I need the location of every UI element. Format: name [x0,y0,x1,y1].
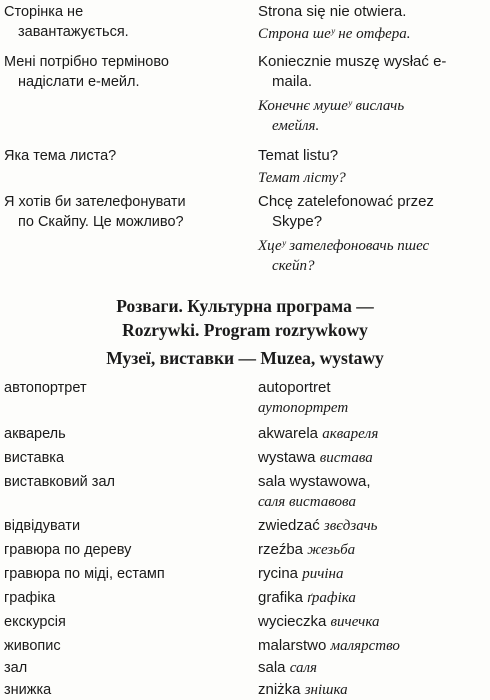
section-heading [0,294,490,342]
transcription-line: емейля. [272,118,320,134]
transcription: акварeля [322,426,379,442]
transcription: саля виставова [258,494,356,510]
transcription-line: Хцеʸ зателефоновачь пшес [258,238,430,254]
polish-word: wystawa [258,449,316,466]
polish-word: grafika [258,589,304,606]
polish-line: Chcę zatelefonować przez [258,193,434,210]
ukrainian-phrase [4,192,244,232]
transcription-line: Конечнє мушеʸ вислачь [258,98,405,114]
polish-word: sala wystawowa, [258,473,371,490]
polish-line: Temat listu? [258,147,339,164]
transcription [258,236,490,276]
polish-word: malarstwo [258,637,327,654]
polish-word: zwiedzać [258,517,320,534]
ukrainian-phrase [4,2,244,42]
polish-word: akwarela [258,425,319,442]
polish-line: Strona się nie otwiera. [258,3,407,20]
ukrainian-line: надіслати е-мейл. [18,74,140,90]
transcription: звєдзачь [323,518,378,534]
polish-phrase [258,192,490,232]
transcription [258,24,490,44]
transcription: знішка [304,682,348,698]
transcription: аутопортрет [258,400,349,416]
polish-term [258,516,490,536]
ukrainian-term: екскурсія [4,614,66,630]
ukrainian-term: зал [4,660,28,676]
polish-word: zniżka [258,681,301,698]
polish-word: wycieczka [258,613,327,630]
polish-term [258,588,490,608]
ukrainian-line: по Скайпу. Це можливо? [18,214,184,230]
polish-term [258,636,490,656]
polish-word: sala [258,659,286,676]
ukrainian-term: графіка [4,590,56,606]
polish-term [258,658,490,678]
polish-word: autoportret [258,379,331,396]
section-heading-line: Rozrywki. Program rozrywkowy [122,320,368,340]
section-heading-line: Розваги. Культурна програма — [116,296,374,316]
ukrainian-term: виставковий зал [4,474,115,490]
polish-term [258,378,490,398]
polish-term [258,448,490,468]
polish-phrase [258,2,490,22]
ukrainian-line: Мені потрібно терміново [4,54,169,70]
polish-term [258,564,490,584]
transcription-line: скейп? [272,258,315,274]
ukrainian-line: Яка тема листа? [4,148,117,164]
ukrainian-term: акварель [4,426,66,442]
transcription: вистава [319,450,373,466]
ukrainian-phrase [4,52,244,92]
transcription [258,168,490,188]
subsection-heading-line: Музеї, виставки — Muzea, wystawy [106,348,384,368]
transcription: ричіна [302,566,344,582]
ukrainian-term: гравюра по міді, естамп [4,566,165,582]
transcription: жезьба [307,542,356,558]
polish-term [258,540,490,560]
ukrainian-term: знижка [4,682,52,698]
polish-term [258,472,490,492]
ukrainian-line: Я хотів би зателефонувати [4,194,186,210]
polish-term [258,680,490,700]
polish-line: maila. [272,73,313,90]
polish-term [258,612,490,632]
transcription: саля [289,660,317,676]
ukrainian-term: гравюра по дереву [4,542,132,558]
ukrainian-term: виставка [4,450,65,466]
transcription: малярство [330,638,400,654]
polish-line: Koniecznie muszę wysłać e- [258,53,447,70]
ukrainian-term: живопис [4,638,61,654]
ukrainian-term: автопортрет [4,380,87,396]
transcription [258,96,490,136]
ukrainian-term: відвідувати [4,518,81,534]
polish-word: rycina [258,565,299,582]
ukrainian-phrase [4,146,244,166]
transcription: вичечка [330,614,380,630]
polish-phrase [258,146,490,166]
polish-term [258,424,490,444]
polish-phrase [258,52,490,92]
polish-word: rzeźba [258,541,304,558]
transcription-line: Строна шеʸ не отфера. [258,26,411,42]
ukrainian-line: Сторінка не [4,4,84,20]
subsection-heading [0,346,490,370]
polish-line: Skype? [272,213,323,230]
ukrainian-line: завантажується. [18,24,129,40]
transcription-line: Темат лісту? [258,170,346,186]
transcription: ґрафіка [307,590,356,606]
